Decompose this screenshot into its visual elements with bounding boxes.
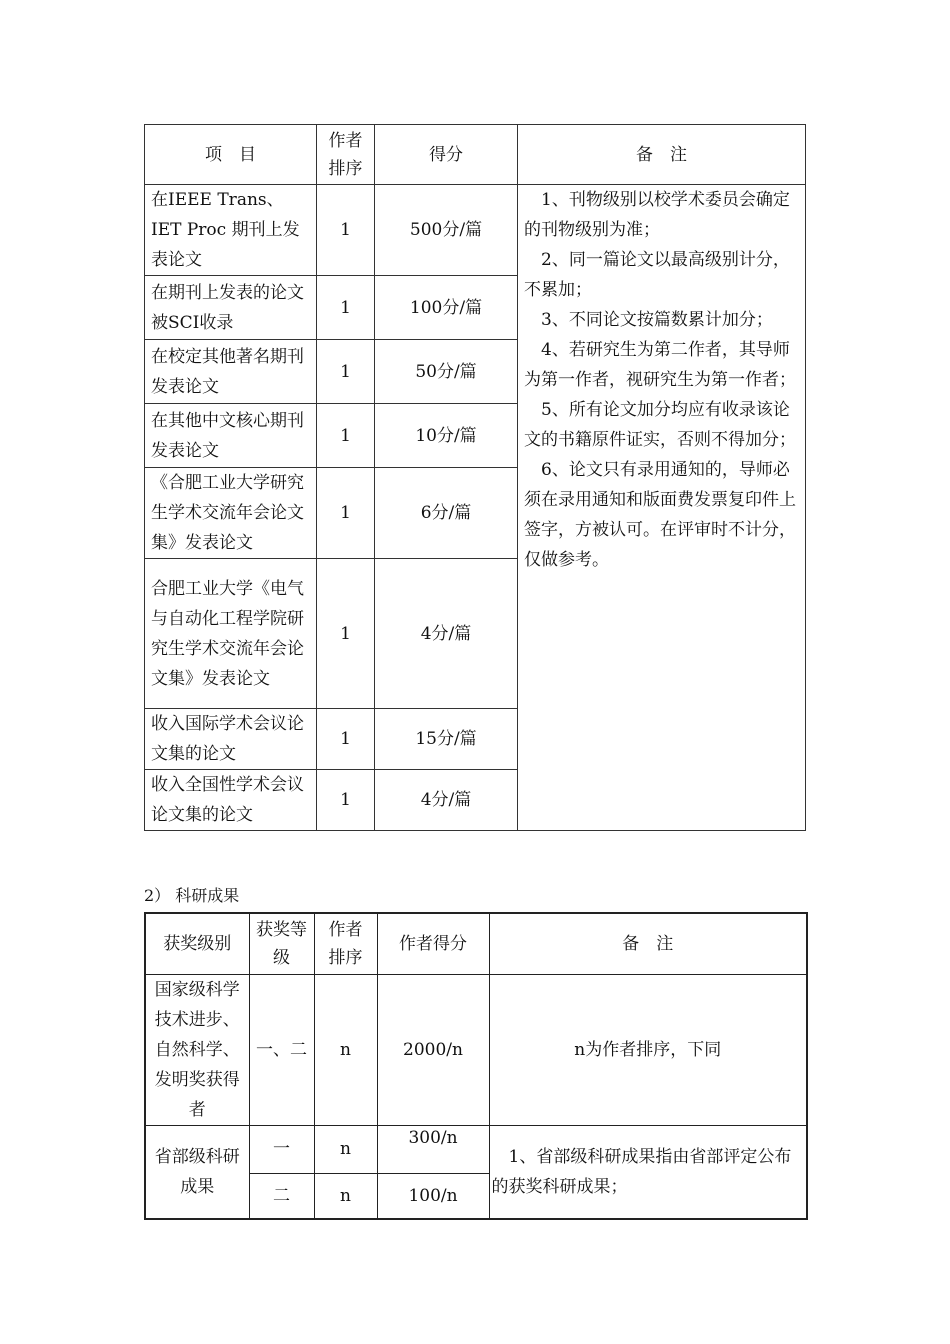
row-item: 在IEEE Trans、IET Proc 期刊上发表论文 [145, 185, 317, 276]
row-score: 15分/篇 [375, 709, 518, 770]
row-level: 国家级科学技术进步、自然科学、发明奖获得者 [145, 974, 249, 1125]
header-level: 获奖级别 [145, 913, 249, 974]
row-order: 1 [317, 276, 375, 340]
row-order: 1 [317, 770, 375, 831]
header-grade: 获奖等级 [249, 913, 314, 974]
row-order: n [314, 1125, 377, 1173]
row-order: 1 [317, 404, 375, 468]
note-item: 5、所有论文加分均应有收录该论文的书籍原件证实，否则不得加分； [524, 400, 796, 450]
header-score: 得分 [375, 125, 518, 185]
row-item: 在其他中文核心期刊发表论文 [145, 404, 317, 468]
row-score: 300/n [377, 1125, 489, 1173]
row-score: 10分/篇 [375, 404, 518, 468]
header-notes: 备 注 [489, 913, 807, 974]
note-item: 1、刊物级别以校学术委员会确定的刊物级别为准； [524, 190, 790, 240]
row-item: 合肥工业大学《电气与自动化工程学院研究生学术交流年会论文集》发表论文 [145, 559, 317, 709]
header-order: 作者排序 [314, 913, 377, 974]
header-notes: 备 注 [518, 125, 806, 185]
row-score: 50分/篇 [375, 340, 518, 404]
notes-cell [518, 185, 806, 831]
header-order: 作者排序 [317, 125, 375, 185]
note-item: 3、不同论文按篇数累计加分； [541, 310, 773, 330]
row-note: n为作者排序，下同 [489, 974, 807, 1125]
row-order: 1 [317, 340, 375, 404]
section-title: 2） 科研成果 [144, 886, 240, 905]
row-score: 2000/n [377, 974, 489, 1125]
research-score-table [144, 912, 808, 1220]
row-score: 100/n [377, 1173, 489, 1219]
row-score: 500分/篇 [375, 185, 518, 276]
row-note: 1、省部级科研成果指由省部评定公布的获奖科研成果； [489, 1125, 807, 1219]
row-order: 1 [317, 468, 375, 559]
row-score: 4分/篇 [375, 559, 518, 709]
paper-score-table [144, 124, 806, 831]
row-score: 6分/篇 [375, 468, 518, 559]
note-item: 2、同一篇论文以最高级别计分，不累加； [524, 250, 790, 300]
row-score: 4分/篇 [375, 770, 518, 831]
row-order: 1 [317, 185, 375, 276]
row-level: 省部级科研成果 [145, 1125, 249, 1219]
row-order: 1 [317, 709, 375, 770]
note-item: 4、若研究生为第二作者，其导师为第一作者，视研究生为第一作者； [524, 340, 796, 390]
row-item: 在校定其他著名期刊发表论文 [145, 340, 317, 404]
header-score: 作者得分 [377, 913, 489, 974]
row-item: 收入国际学术会议论文集的论文 [145, 709, 317, 770]
row-grade: 二 [249, 1173, 314, 1219]
row-order: n [314, 974, 377, 1125]
header-item: 项 目 [145, 125, 317, 185]
row-item: 在期刊上发表的论文被SCI收录 [145, 276, 317, 340]
note-item: 6、论文只有录用通知的，导师必须在录用通知和版面费发票复印件上签字，方被认可。在评审时不计分，仅做参考。 [524, 460, 796, 570]
row-item: 《合肥工业大学研究生学术交流年会论文集》发表论文 [145, 468, 317, 559]
row-grade: 一、二 [249, 974, 314, 1125]
row-order: 1 [317, 559, 375, 709]
row-item: 收入全国性学术会议论文集的论文 [145, 770, 317, 831]
row-order: n [314, 1173, 377, 1219]
row-grade: 一 [249, 1125, 314, 1173]
row-score: 100分/篇 [375, 276, 518, 340]
